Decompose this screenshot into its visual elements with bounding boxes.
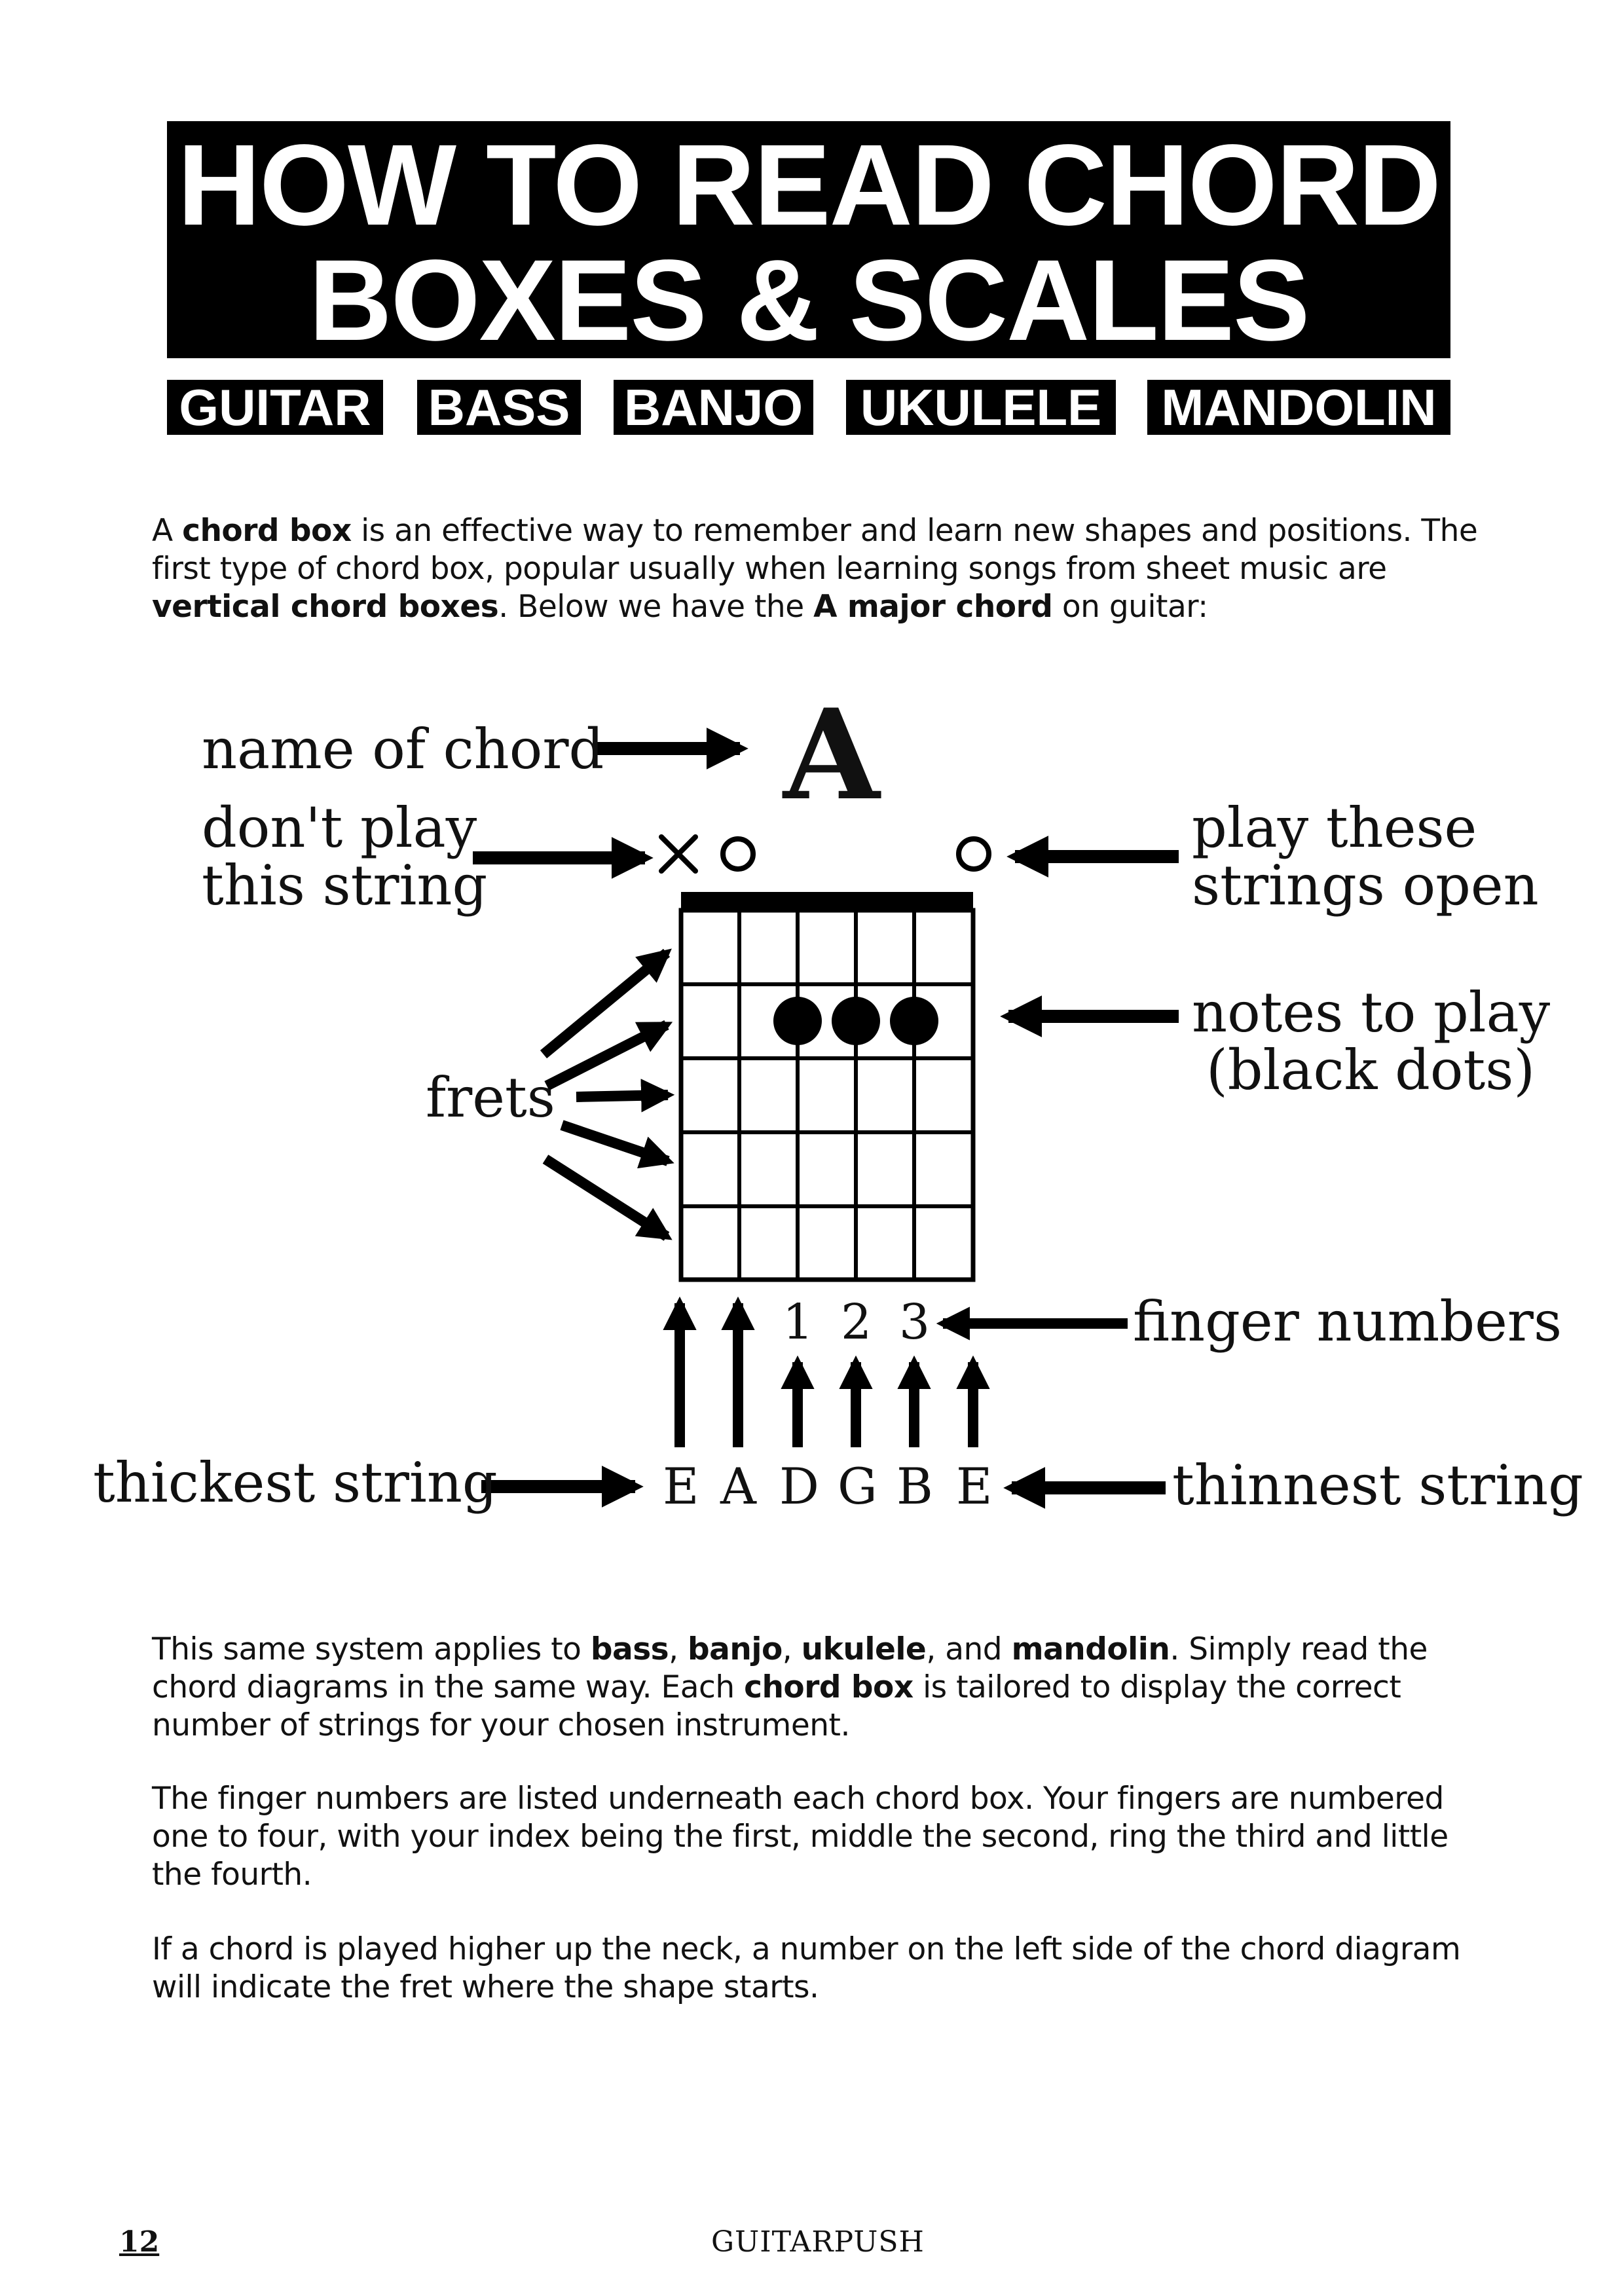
para2-text-4: , and xyxy=(926,1631,1012,1667)
arrows-frets xyxy=(544,953,668,1236)
tag-ukulele: UKULELE xyxy=(846,380,1116,435)
muted-string-x-icon xyxy=(661,837,695,871)
label-dont-play-2: this string xyxy=(202,853,488,917)
para2-bold-banjo: banjo xyxy=(688,1631,783,1667)
label-notes-2: (black dots) xyxy=(1206,1038,1536,1102)
finger-dot-2 xyxy=(832,997,880,1045)
intro-text-3: . Below we have the xyxy=(498,589,814,625)
chord-diagram xyxy=(0,655,1624,1572)
finger-dot-3 xyxy=(890,997,938,1045)
intro-text-2: is an effective way to remember and learn new shapes and positions. The first type of chord box, popular usually when learning songs from sheet music are xyxy=(152,513,1478,587)
open-string-icon-2 xyxy=(959,839,989,869)
finger-dot-1 xyxy=(773,997,822,1045)
intro-bold-3: A major chord xyxy=(813,589,1053,625)
label-thinnest-string: thinnest string xyxy=(1172,1453,1583,1517)
para2-bold-ukulele: ukulele xyxy=(801,1631,927,1667)
page-number: 12 xyxy=(119,2225,160,2259)
string-name-4: G xyxy=(838,1457,877,1515)
intro-text-4: on guitar: xyxy=(1052,589,1208,625)
finger-number-3: 3 xyxy=(899,1294,931,1350)
finger-number-2: 2 xyxy=(841,1294,872,1350)
instrument-tags xyxy=(0,380,1624,439)
para2-bold-mandolin: mandolin xyxy=(1011,1631,1170,1667)
label-play-open-2: strings open xyxy=(1192,853,1539,917)
para2-text-6: is tailored to display the correct number of strings for your chosen instrument. xyxy=(152,1669,1401,1743)
para2-text-5: . Simply read the chord diagrams in the same way. Each xyxy=(152,1631,1428,1705)
title-line-2: BOXES & SCALES xyxy=(308,236,1309,365)
intro-paragraph xyxy=(152,512,1488,626)
fretboard xyxy=(681,910,973,1280)
finger-number-1: 1 xyxy=(783,1294,814,1350)
para2-bold-bass: bass xyxy=(590,1631,669,1667)
paragraph-higher-neck: If a chord is played higher up the neck, a number on the left side of the chord diagram will indicate the fret where the shape starts. xyxy=(152,1931,1461,2005)
label-dont-play-1: don't play xyxy=(202,796,477,860)
tag-mandolin: MANDOLIN xyxy=(1147,380,1450,435)
label-frets: frets xyxy=(426,1065,555,1130)
label-play-open-1: play these xyxy=(1192,796,1477,860)
paragraph-finger-numbers: The finger numbers are listed underneath each chord box. Your fingers are numbered one to four, with your index being the first, middle the second, ring the third and little the fourth. xyxy=(152,1781,1449,1893)
chord-name: A xyxy=(783,682,880,828)
open-string-icon-1 xyxy=(723,839,753,869)
string-name-1: E xyxy=(663,1457,699,1515)
para2-bold-chord-box: chord box xyxy=(744,1669,913,1705)
footer-brand: GUITARPUSH xyxy=(711,2225,925,2259)
string-name-3: D xyxy=(779,1457,819,1515)
title-line-1: HOW TO READ CHORD xyxy=(177,121,1441,250)
page-title xyxy=(167,121,1450,365)
nut xyxy=(681,892,973,910)
strings xyxy=(739,910,914,1280)
label-notes-1: notes to play xyxy=(1192,980,1551,1045)
intro-text-1: A xyxy=(152,513,183,549)
tag-bass: BASS xyxy=(417,380,581,435)
para2-text-1: This same system applies to xyxy=(152,1631,591,1667)
para2-text-2: , xyxy=(669,1631,688,1667)
intro-bold-2: vertical chord boxes xyxy=(152,589,499,625)
para2-text-3: , xyxy=(782,1631,802,1667)
string-name-5: B xyxy=(896,1457,933,1515)
intro-bold-1: chord box xyxy=(182,513,352,549)
string-name-6: E xyxy=(956,1457,993,1515)
label-name-of-chord: name of chord xyxy=(202,717,604,781)
tag-guitar: GUITAR xyxy=(167,380,383,435)
tag-banjo: BANJO xyxy=(614,380,813,435)
string-name-2: A xyxy=(720,1457,756,1515)
label-finger-numbers: finger numbers xyxy=(1133,1289,1562,1354)
paragraph-instruments xyxy=(152,1631,1488,1745)
label-thickest-string: thickest string xyxy=(93,1451,498,1515)
